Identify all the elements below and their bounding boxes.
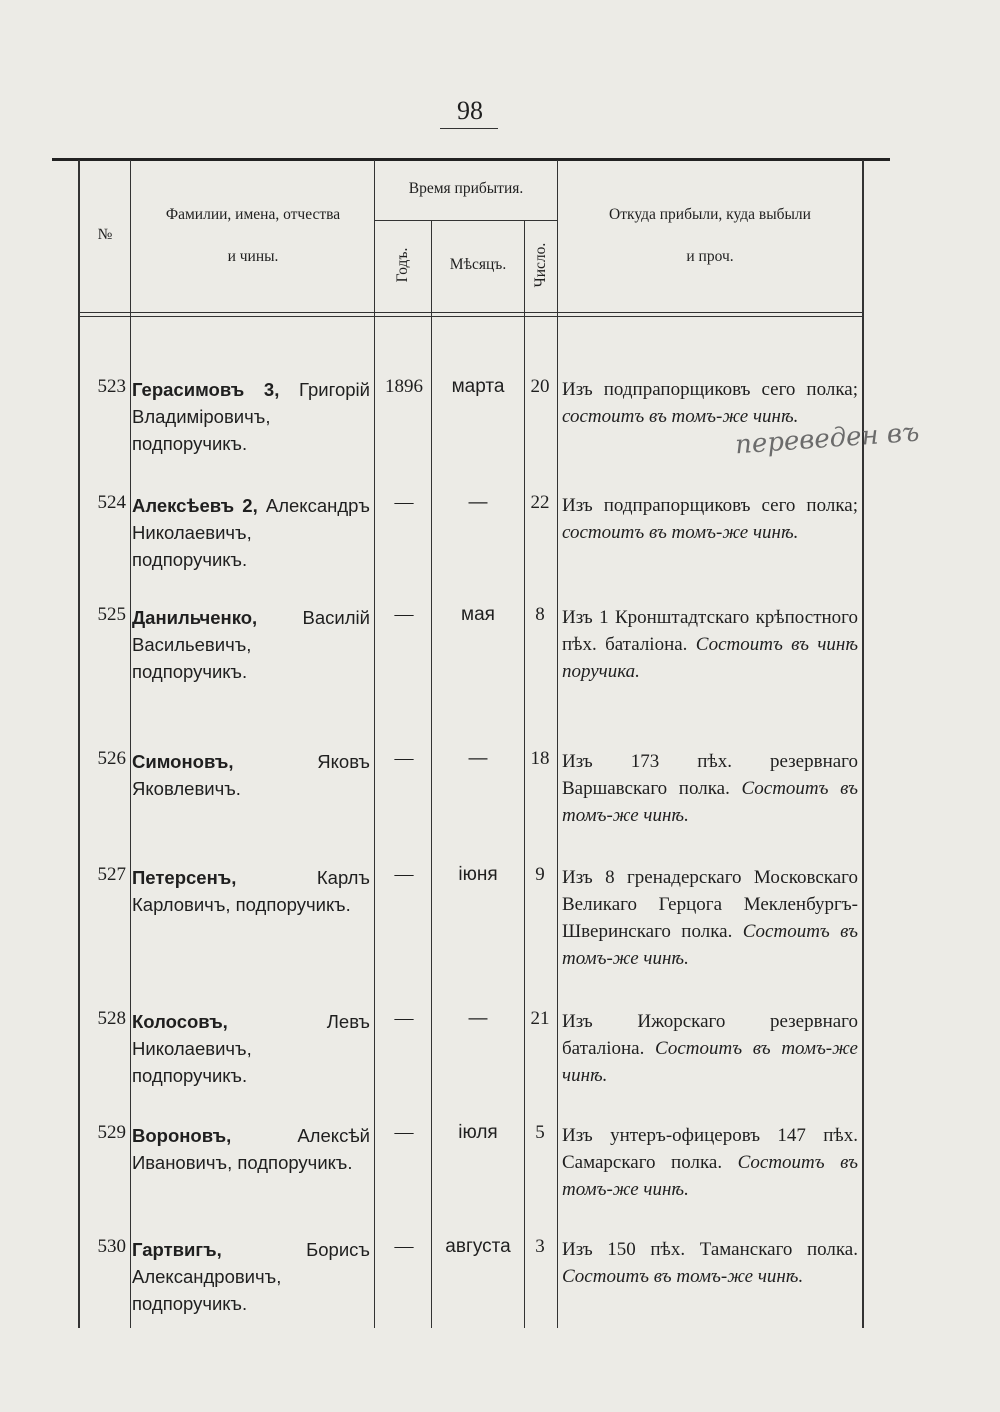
entry-note [562, 1236, 858, 1290]
entry-surname: Данильченко, [132, 607, 258, 628]
header-col-name-line2: и чины. [227, 248, 279, 265]
entry-number: 525 [97, 604, 126, 625]
entry-surname: Вороновъ, [132, 1125, 232, 1146]
entry-number: 524 [97, 492, 126, 513]
entry-name [132, 748, 370, 802]
entry-name-rest: Александръ Николаевичъ, подпоручикъ. [132, 495, 370, 570]
entry-name-rest: Василій Васильевичъ, подпоручикъ. [132, 607, 370, 682]
entry-note-plain: Изъ 173 пѣх. резервнаго Варшавскаго полка. [562, 751, 858, 799]
entry-name-rest: Григорій Владиміровичъ, подпоручикъ. [132, 379, 370, 454]
entry-day: 22 [530, 492, 550, 513]
entry-note [562, 864, 858, 972]
entry-surname: Симоновъ, [132, 751, 234, 772]
entry-surname: Герасимовъ 3, [132, 379, 280, 400]
entry-year: — [394, 748, 414, 769]
table-right-border [862, 160, 864, 1328]
column-divider-day [557, 160, 558, 1328]
entry-month: — [468, 1008, 488, 1029]
entry-note-italic: состоитъ въ томъ-же чинѣ. [562, 406, 799, 427]
header-col-no: № [97, 226, 113, 243]
entry-month: іюля [458, 1122, 498, 1143]
entry-number: 529 [97, 1122, 126, 1143]
entry-note-plain: Изъ подпрапорщиковъ сего полка; [562, 379, 858, 400]
entry-name [132, 1122, 370, 1176]
entry-note [562, 492, 858, 546]
entry-number: 530 [97, 1236, 126, 1257]
entry-note-plain: Изъ унтеръ-офицеровъ 147 пѣх. Самарскаго полка. [562, 1125, 858, 1173]
entry-name [132, 864, 370, 918]
entry-name-rest: Алексѣй Ивановичъ, подпоручикъ. [132, 1125, 370, 1173]
entry-surname: Гартвигъ, [132, 1239, 222, 1260]
column-divider-name [374, 160, 375, 1328]
entry-number: 526 [97, 748, 126, 769]
entry-name [132, 1008, 370, 1089]
entry-number: 528 [97, 1008, 126, 1029]
entry-note-plain: Изъ 8 гренадерскаго Московскаго Великаго Герцога Мекленбургъ-Шверинскаго полка. [562, 867, 858, 942]
time-header-rule [374, 220, 557, 221]
entry-name-rest: Карлъ Карловичъ, подпоручикъ. [132, 867, 370, 915]
entry-note [562, 748, 858, 829]
entry-note-italic: Состоитъ въ томъ-же чинѣ. [562, 921, 859, 969]
entry-year: — [394, 604, 414, 625]
table-top-rule [52, 158, 890, 161]
entry-year: — [394, 492, 414, 513]
entry-year: — [394, 1122, 414, 1143]
header-col-note-line1: Откуда прибыли, куда выбыли [609, 206, 811, 223]
entry-month: іюня [458, 864, 498, 885]
entry-month: мая [461, 604, 495, 625]
header-col-year: Годъ. [394, 247, 411, 283]
entry-day: 9 [535, 864, 545, 885]
entry-note [562, 376, 858, 430]
entry-surname: Алексѣевъ 2, [132, 495, 258, 516]
entry-surname: Петерсенъ, [132, 867, 237, 888]
entry-note-italic: Состоитъ въ чинѣ поручика. [562, 634, 859, 682]
entry-name-rest: Левъ Николаевичъ, подпоручикъ. [132, 1011, 370, 1086]
entry-surname: Колосовъ, [132, 1011, 228, 1032]
entry-day: 5 [535, 1122, 545, 1143]
header-col-month: Мѣсяцъ. [449, 256, 507, 273]
entry-day: 8 [535, 604, 545, 625]
handwritten-annotation: переведен въ [734, 417, 921, 461]
header-col-note-line2: и проч. [686, 248, 734, 265]
entry-year: — [394, 1236, 414, 1257]
header-col-time: Время прибытия. [408, 180, 524, 197]
entry-name-rest: Борисъ Александровичъ, подпоручикъ. [132, 1239, 370, 1314]
entry-year: — [394, 1008, 414, 1029]
entry-note [562, 1008, 858, 1089]
column-divider-no [130, 160, 131, 1328]
entry-year: — [394, 864, 414, 885]
entry-month: — [468, 492, 488, 513]
entry-note [562, 1122, 858, 1203]
header-col-day: Число. [532, 242, 549, 288]
entry-number: 523 [97, 376, 126, 397]
entry-note-plain: Изъ Ижорскаго резервнаго баталіона. [562, 1011, 858, 1059]
page-number-underline [440, 128, 498, 129]
header-bottom-rule-2 [78, 316, 864, 317]
entry-name [132, 1236, 370, 1317]
entry-day: 21 [530, 1008, 550, 1029]
entry-year: 1896 [385, 376, 423, 397]
entry-note-plain: Изъ подпрапорщиковъ сего полка; [562, 495, 858, 516]
table-left-border [78, 160, 80, 1328]
entry-day: 3 [535, 1236, 545, 1257]
entry-note-italic: Состоитъ въ томъ-же чинѣ. [562, 778, 859, 826]
entry-note-italic: Состоитъ въ томъ-же чинѣ. [562, 1152, 858, 1200]
entry-note [562, 604, 858, 685]
entry-month: марта [451, 376, 505, 397]
header-bottom-rule-1 [78, 312, 864, 313]
header-col-name-line1: Фамилии, имена, отчества [165, 206, 341, 223]
entry-day: 20 [530, 376, 550, 397]
entry-name [132, 604, 370, 685]
entry-name [132, 492, 370, 573]
entry-month: августа [445, 1236, 511, 1257]
entry-note-plain: Изъ 1 Кронштадтскаго крѣпостного пѣх. баталіона. [562, 607, 858, 655]
page-number: 98 [457, 96, 483, 125]
entry-note-italic: состоитъ въ томъ-же чинѣ. [562, 522, 799, 543]
entry-number: 527 [97, 864, 126, 885]
entry-name [132, 376, 370, 457]
entry-month: — [468, 748, 488, 769]
entry-day: 18 [530, 748, 550, 769]
entry-note-plain: Изъ 150 пѣх. Таманскаго полка. [562, 1239, 858, 1260]
entry-note-italic: Состоитъ въ томъ-же чинѣ. [562, 1038, 858, 1086]
entry-name-rest: Яковъ Яковлевичъ. [132, 751, 370, 799]
entry-note-italic: Состоитъ въ томъ-же чинѣ. [562, 1266, 804, 1287]
